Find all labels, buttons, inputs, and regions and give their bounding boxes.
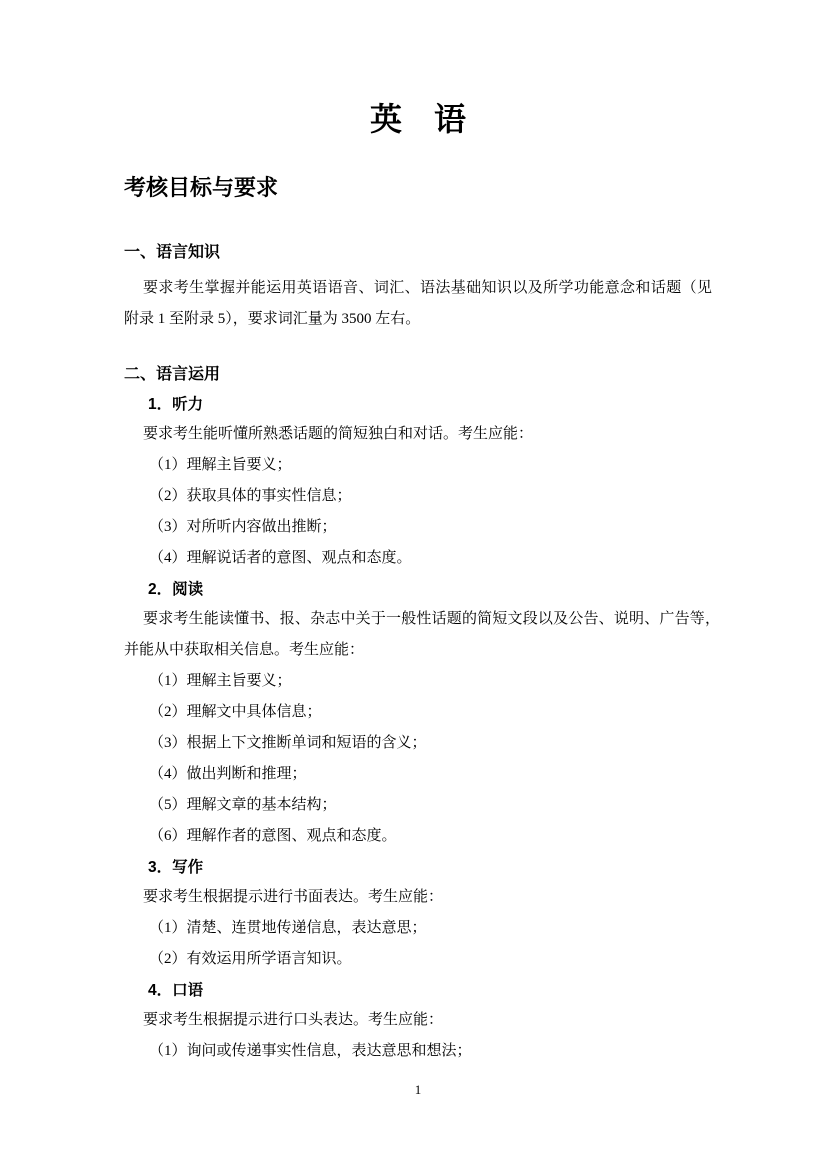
subsection-intro-speaking: 要求考生根据提示进行口头表达。考生应能： [143, 1012, 444, 1028]
list-item: （1）理解主旨要义； [149, 673, 292, 689]
document-title: 英 语 [369, 101, 466, 137]
list-item: （2）获取具体的事实性信息； [149, 488, 352, 504]
list-item: （4）理解说话者的意图、观点和态度。 [149, 550, 412, 566]
paragraph-language-knowledge: 要求考生掌握并能运用英语语音、词汇、语法基础知识以及所学功能意念和话题（见附录 1 至附录 5），要求词汇量为 3500 左右。 [124, 280, 712, 327]
subsection-intro-writing: 要求考生根据提示进行书面表达。考生应能： [143, 889, 444, 905]
section-heading-language-use: 二、语言运用 [124, 366, 221, 383]
subsection-heading-speaking: 4．口语 [148, 982, 204, 999]
subsection-heading-writing: 3．写作 [148, 859, 204, 876]
page-number: 1 [414, 1082, 422, 1097]
list-item: （1）理解主旨要义； [149, 457, 292, 473]
subsection-heading-listening: 1．听力 [148, 396, 204, 413]
list-item: （2）理解文中具体信息； [149, 704, 322, 720]
list-item: （1）清楚、连贯地传递信息，表达意思； [149, 920, 427, 936]
main-heading: 考核目标与要求 [124, 175, 279, 200]
list-item: （6）理解作者的意图、观点和态度。 [149, 828, 397, 844]
subsection-heading-reading: 2．阅读 [148, 581, 204, 598]
subsection-intro-listening: 要求考生能听懂所熟悉话题的简短独白和对话。考生应能： [143, 426, 534, 442]
list-item: （4）做出判断和推理； [149, 766, 307, 782]
list-item: （2）有效运用所学语言知识。 [149, 951, 352, 967]
section-heading-language-knowledge: 一、语言知识 [124, 244, 221, 261]
list-item: （3）根据上下文推断单词和短语的含义； [149, 735, 427, 751]
list-item: （5）理解文章的基本结构； [149, 797, 337, 813]
subsection-intro-reading: 要求考生能读懂书、报、杂志中关于一般性话题的简短文段以及公告、说明、广告等，并能从中获取相关信息。考生应能： [124, 611, 720, 658]
list-item: （1）询问或传递事实性信息，表达意思和想法； [149, 1043, 472, 1059]
list-item: （3）对所听内容做出推断； [149, 519, 337, 535]
